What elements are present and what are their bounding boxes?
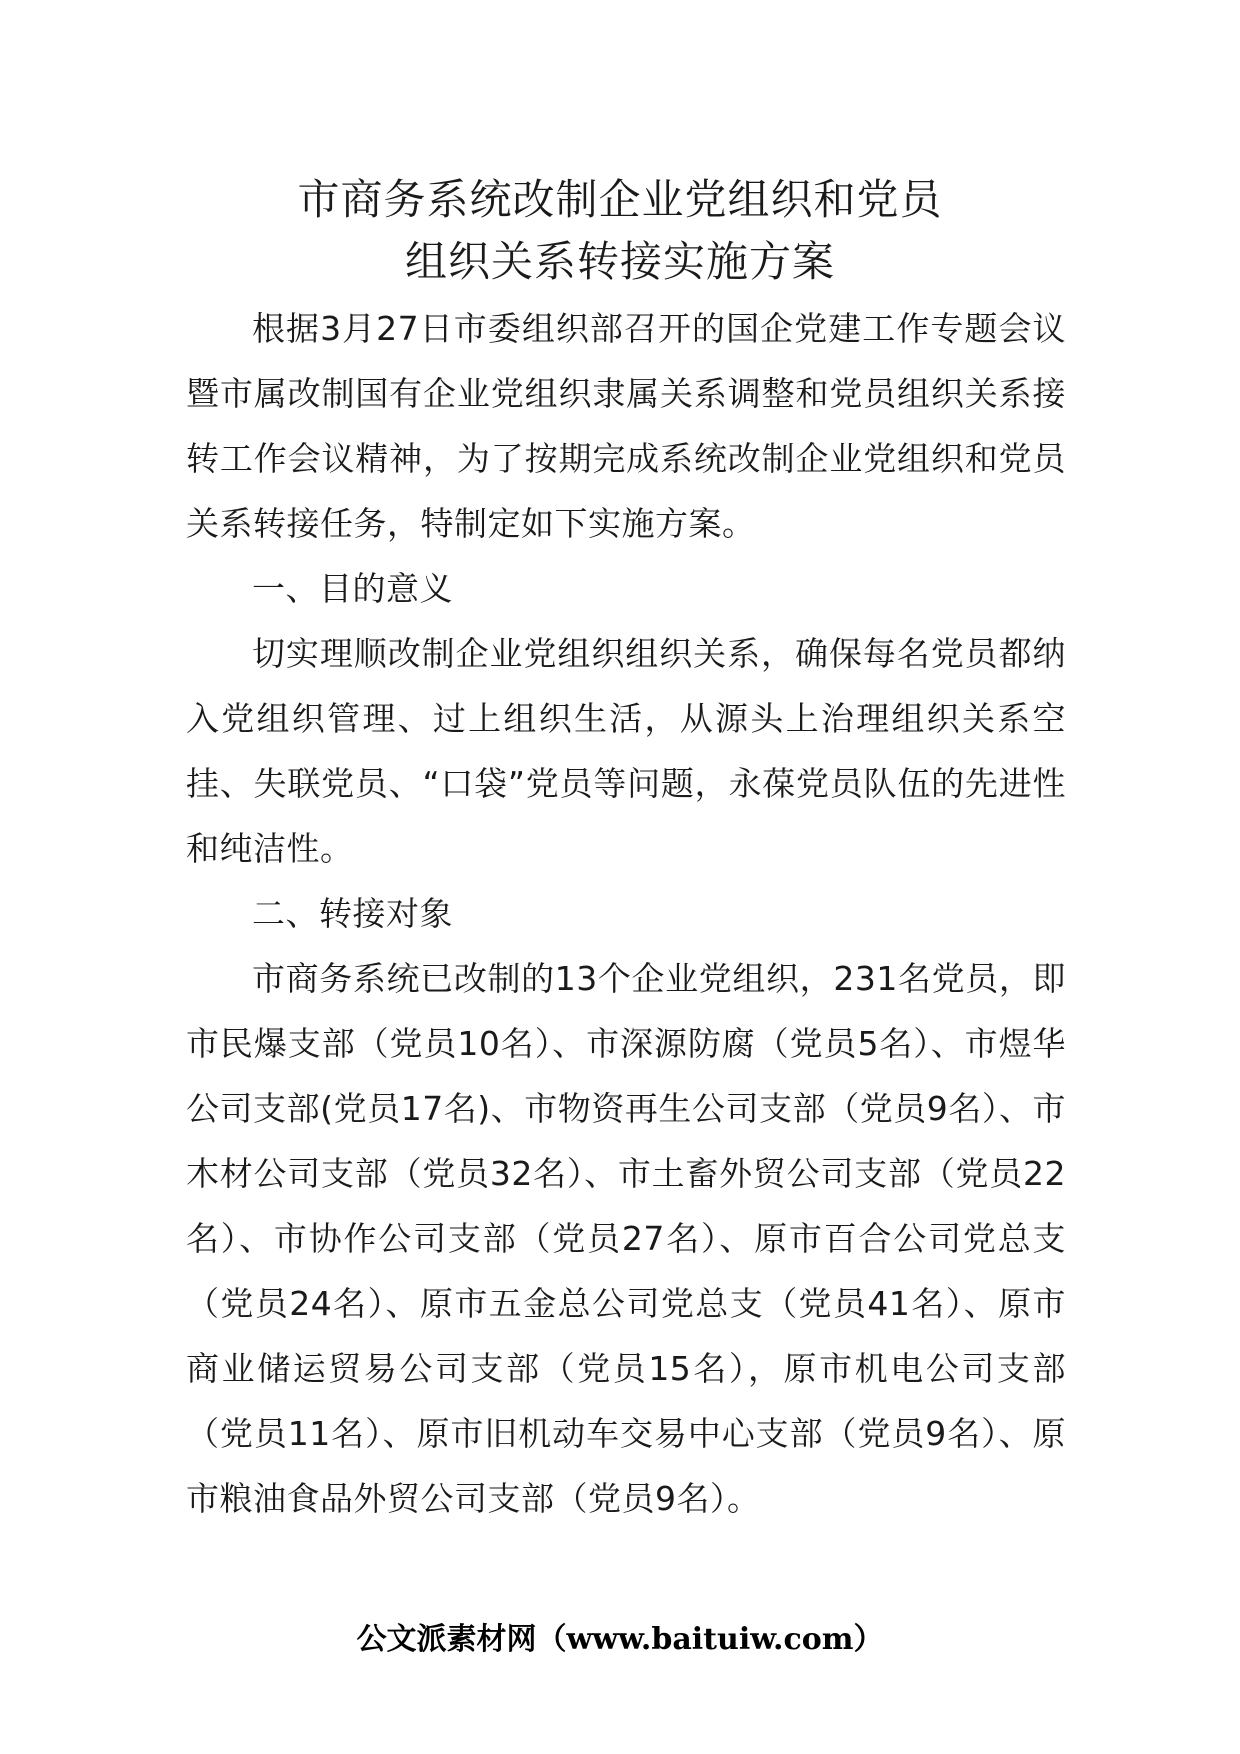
document-title-line-2: 组织关系转接实施方案 <box>404 237 835 286</box>
document-body <box>186 296 1066 1531</box>
paragraph-purpose: 切实理顺改制企业党组织组织关系，确保每名党员都纳入党组织管理、过上组织生活，从源头上治理组织关系空挂、失联党员、“口袋”党员等问题，永葆党员队伍的先进性和纯洁性。 <box>186 634 1066 868</box>
section-heading-purpose: 一、目的意义 <box>252 569 453 608</box>
footer-watermark: 公文派素材网（www.baituiw.com） <box>356 1622 884 1657</box>
document-title-line-1: 市商务系统改制企业党组织和党员 <box>297 175 943 224</box>
paragraph-targets: 市商务系统已改制的13个企业党组织，231名党员，即市民爆支部（党员10名）、市深源防腐（党员5名）、市煜华公司支部(党员17名)、市物资再生公司支部（党员9名）、市木材公司支部（党员32名）、市土畜外贸公司支部（党员22名）、市协作公司支部（党员27名）、原市百合公司党总支（党员24名）、原市五金总公司党总支（党员41名）、原市商业储运贸易公司支部（党员15名），原市机电公司支部（党员11名）、原市旧机动车交易中心支部（党员9名）、原市粮油食品外贸公司支部（党员9名）。 <box>186 959 1066 1518</box>
section-heading-targets: 二、转接对象 <box>252 894 453 933</box>
paragraph-intro: 根据3月27日市委组织部召开的国企党建工作专题会议暨市属改制国有企业党组织隶属关系调整和党员组织关系接转工作会议精神，为了按期完成系统改制企业党组织和党员关系转接任务，特制定如下实施方案。 <box>186 309 1066 543</box>
